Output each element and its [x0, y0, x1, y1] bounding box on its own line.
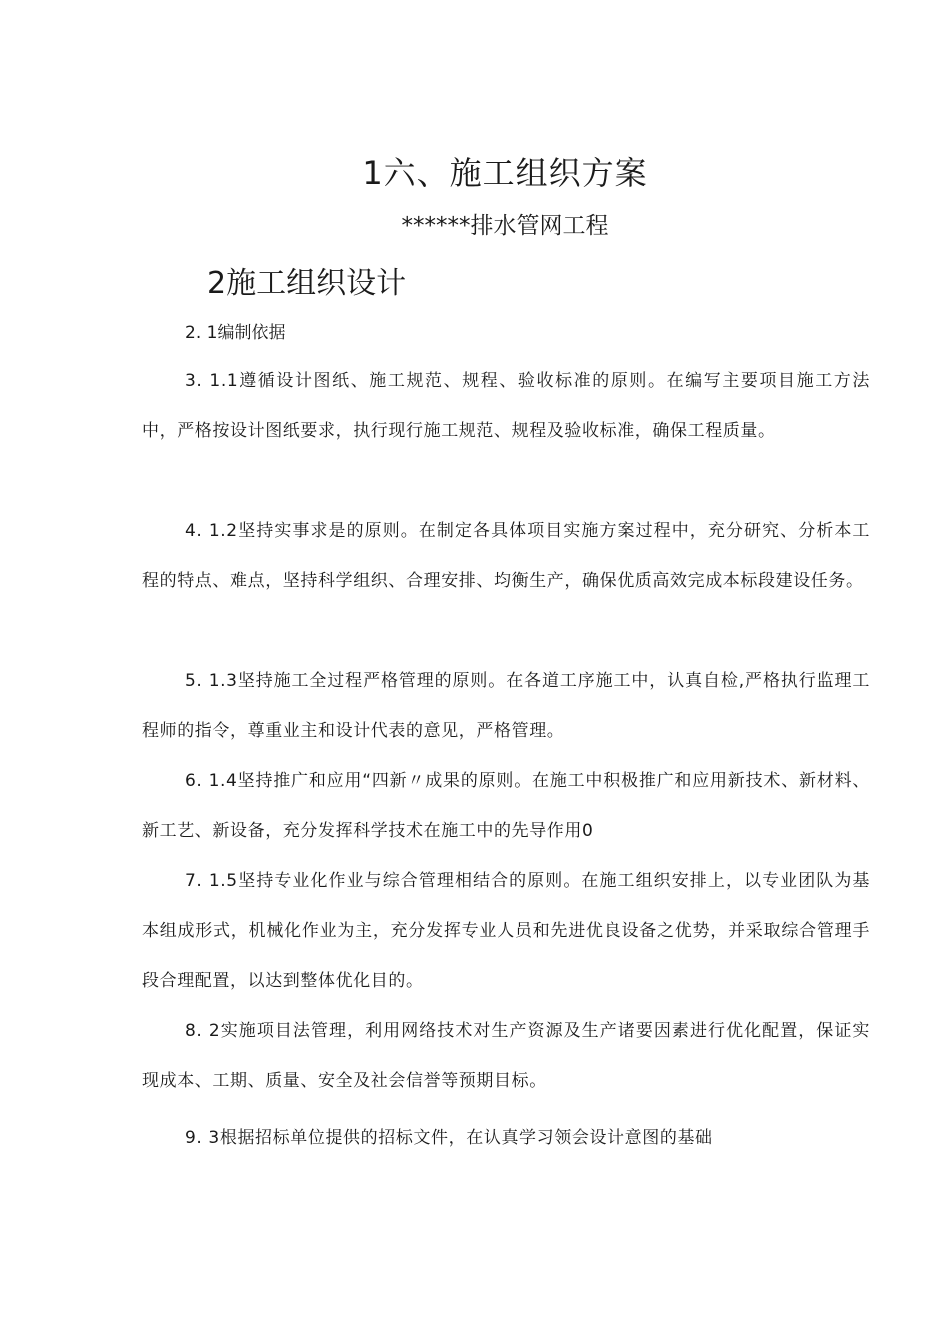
section-heading: 2施工组织设计 — [207, 266, 407, 301]
paragraph-4: 6. 1.4坚持推广和应用“四新〃成果的原则。在施工中积极推广和应用新技术、新材料、新工艺、新设备，充分发挥科学技术在施工中的先导作用0 — [142, 771, 870, 841]
subsection-heading: 2. 1编制依据 — [185, 323, 286, 343]
paragraph-5: 7. 1.5坚持专业化作业与综合管理相结合的原则。在施工组织安排上，以专业团队为基本组成形式，机械化作业为主，充分发挥专业人员和先进优良设备之优势，并采取综合管理手段合理配置，以达到整体优化目的。 — [142, 871, 870, 991]
paragraph-2: 4. 1.2坚持实事求是的原则。在制定各具体项目实施方案过程中，充分研究、分析本工程的特点、难点，坚持科学组织、合理安排、均衡生产，确保优质高效完成本标段建设任务。 — [142, 521, 870, 591]
paragraph-1: 3. 1.1遵循设计图纸、施工规范、规程、验收标准的原则。在编写主要项目施工方法中，严格按设计图纸要求，执行现行施工规范、规程及验收标准，确保工程质量。 — [142, 371, 870, 441]
document-title: 1六、施工组织方案 — [362, 154, 648, 192]
paragraph-3: 5. 1.3坚持施工全过程严格管理的原则。在各道工序施工中，认真自检,严格执行监理工程师的指令，尊重业主和设计代表的意见，严格管理。 — [142, 671, 870, 741]
paragraph-7: 9. 3根据招标单位提供的招标文件，在认真学习领会设计意图的基础 — [185, 1128, 713, 1148]
document-subtitle: ******排水管网工程 — [401, 213, 609, 239]
paragraph-6: 8. 2实施项目法管理，利用网络技术对生产资源及生产诸要因素进行优化配置，保证实现成本、工期、质量、安全及社会信誉等预期目标。 — [142, 1021, 870, 1091]
